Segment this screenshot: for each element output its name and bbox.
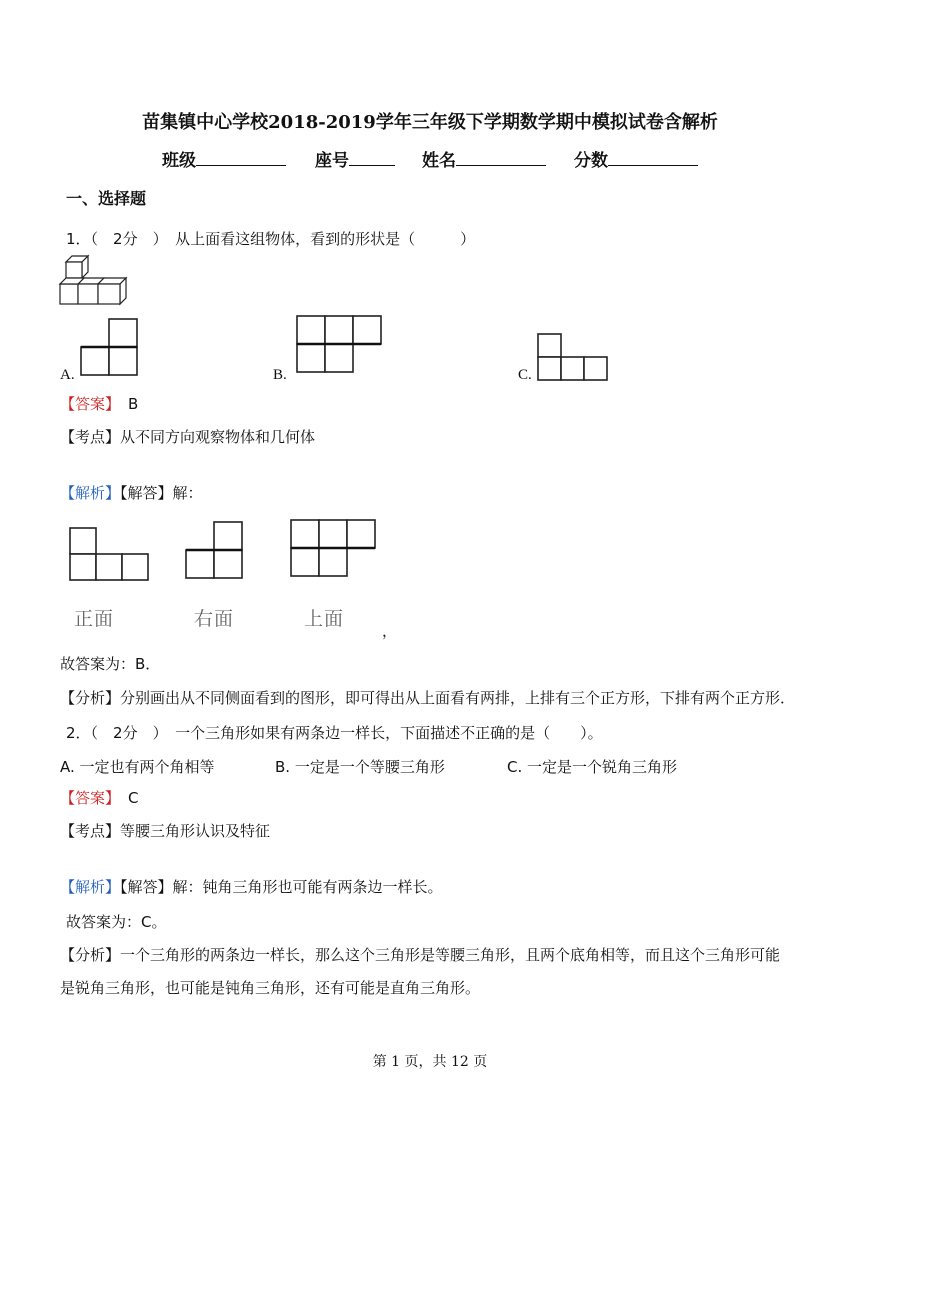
view-comma: ， <box>382 622 398 640</box>
field-score-blank[interactable] <box>608 149 698 166</box>
cube-top <box>66 256 88 278</box>
q1-point-tag: 【考点】 <box>60 428 121 446</box>
view-right-label: 右面 <box>194 608 235 630</box>
q1-answer-tag: 【答案】 <box>60 395 121 413</box>
q2-fenxi-line2: 是锐角三角形，也可能是钝角三角形，还有可能是直角三角形。 <box>60 979 481 997</box>
field-name[interactable] <box>422 146 546 171</box>
q1-option-c-figure[interactable] <box>537 333 611 383</box>
section-title: 一、选择题 <box>66 189 147 208</box>
view-front-label: 正面 <box>74 608 115 630</box>
cube-bottom-row <box>60 278 126 304</box>
q1-fenxi-tag: 【分析】 <box>60 689 121 707</box>
q2-answer <box>60 787 139 808</box>
field-score[interactable] <box>574 146 698 171</box>
view-front-figure <box>68 526 152 582</box>
q1-option-a-label[interactable]: A. <box>60 367 75 383</box>
q1-point-text: 从不同方向观察物体和几何体 <box>120 428 316 446</box>
q1-answer <box>60 393 138 414</box>
field-class-label: 班级 <box>162 151 196 171</box>
q2-option-a[interactable]: A. 一定也有两个角相等 <box>60 758 215 776</box>
q2-analysis <box>60 876 443 897</box>
q2-point <box>60 820 270 841</box>
q2-answer-value: C <box>128 789 139 807</box>
q2-point-tag: 【考点】 <box>60 822 121 840</box>
q1-stem: 1．（ 2分 ） 从上面看这组物体，看到的形状是（ ） <box>66 230 476 248</box>
field-seat[interactable] <box>315 146 395 171</box>
q2-fenxi-text1: 一个三角形的两条边一样长，那么这个三角形是等腰三角形，且两个底角相等，而且这个三角形可能 <box>120 946 781 964</box>
q2-fenxi-line1 <box>60 944 780 965</box>
q2-option-c[interactable]: C. 一定是一个锐角三角形 <box>507 758 678 776</box>
field-name-blank[interactable] <box>456 149 546 166</box>
q1-analysis-text: 【解答】解： <box>120 484 203 502</box>
q2-fenxi-tag: 【分析】 <box>60 946 121 964</box>
q2-option-b[interactable]: B. 一定是一个等腰三角形 <box>275 758 445 776</box>
q1-option-a-figure[interactable] <box>80 318 140 378</box>
document-title: 苗集镇中心学校2018-2019学年三年级下学期数学期中模拟试卷含解析 <box>142 112 718 133</box>
q1-cube-figure <box>58 256 130 306</box>
q2-analysis-tag: 【解析】 <box>60 878 121 896</box>
q1-conclusion: 故答案为：B． <box>60 655 161 673</box>
view-top-figure <box>290 518 380 580</box>
field-seat-label: 座号 <box>315 151 349 171</box>
q2-analysis-text: 【解答】解：钝角三角形也可能有两条边一样长。 <box>120 878 443 896</box>
page-footer: 第 1 页，共 12 页 <box>372 1054 488 1070</box>
q1-fenxi-text: 分别画出从不同侧面看到的图形，即可得出从上面看有两排，上排有三个正方形，下排有两个正方形． <box>120 689 796 707</box>
q2-point-text: 等腰三角形认识及特征 <box>120 822 271 840</box>
field-seat-blank[interactable] <box>349 149 395 166</box>
q1-option-b-figure[interactable] <box>296 314 384 374</box>
q1-analysis <box>60 482 203 503</box>
q1-answer-value: B <box>128 395 139 413</box>
q1-point <box>60 426 315 447</box>
q1-option-c-label[interactable]: C. <box>518 367 532 383</box>
field-class-blank[interactable] <box>196 149 286 166</box>
q1-fenxi <box>60 687 795 708</box>
q1-option-b-label[interactable]: B. <box>273 367 287 383</box>
q2-conclusion: 故答案为：C。 <box>66 913 167 931</box>
view-right-figure <box>186 520 248 580</box>
view-top-label: 上面 <box>304 608 345 630</box>
field-score-label: 分数 <box>574 151 608 171</box>
field-name-label: 姓名 <box>422 151 456 171</box>
student-info-fields <box>0 146 950 170</box>
q1-analysis-tag: 【解析】 <box>60 484 121 502</box>
field-class[interactable] <box>162 146 286 171</box>
q2-answer-tag: 【答案】 <box>60 789 121 807</box>
q2-stem: 2．（ 2分 ） 一个三角形如果有两条边一样长，下面描述不正确的是（ ）。 <box>66 724 603 742</box>
